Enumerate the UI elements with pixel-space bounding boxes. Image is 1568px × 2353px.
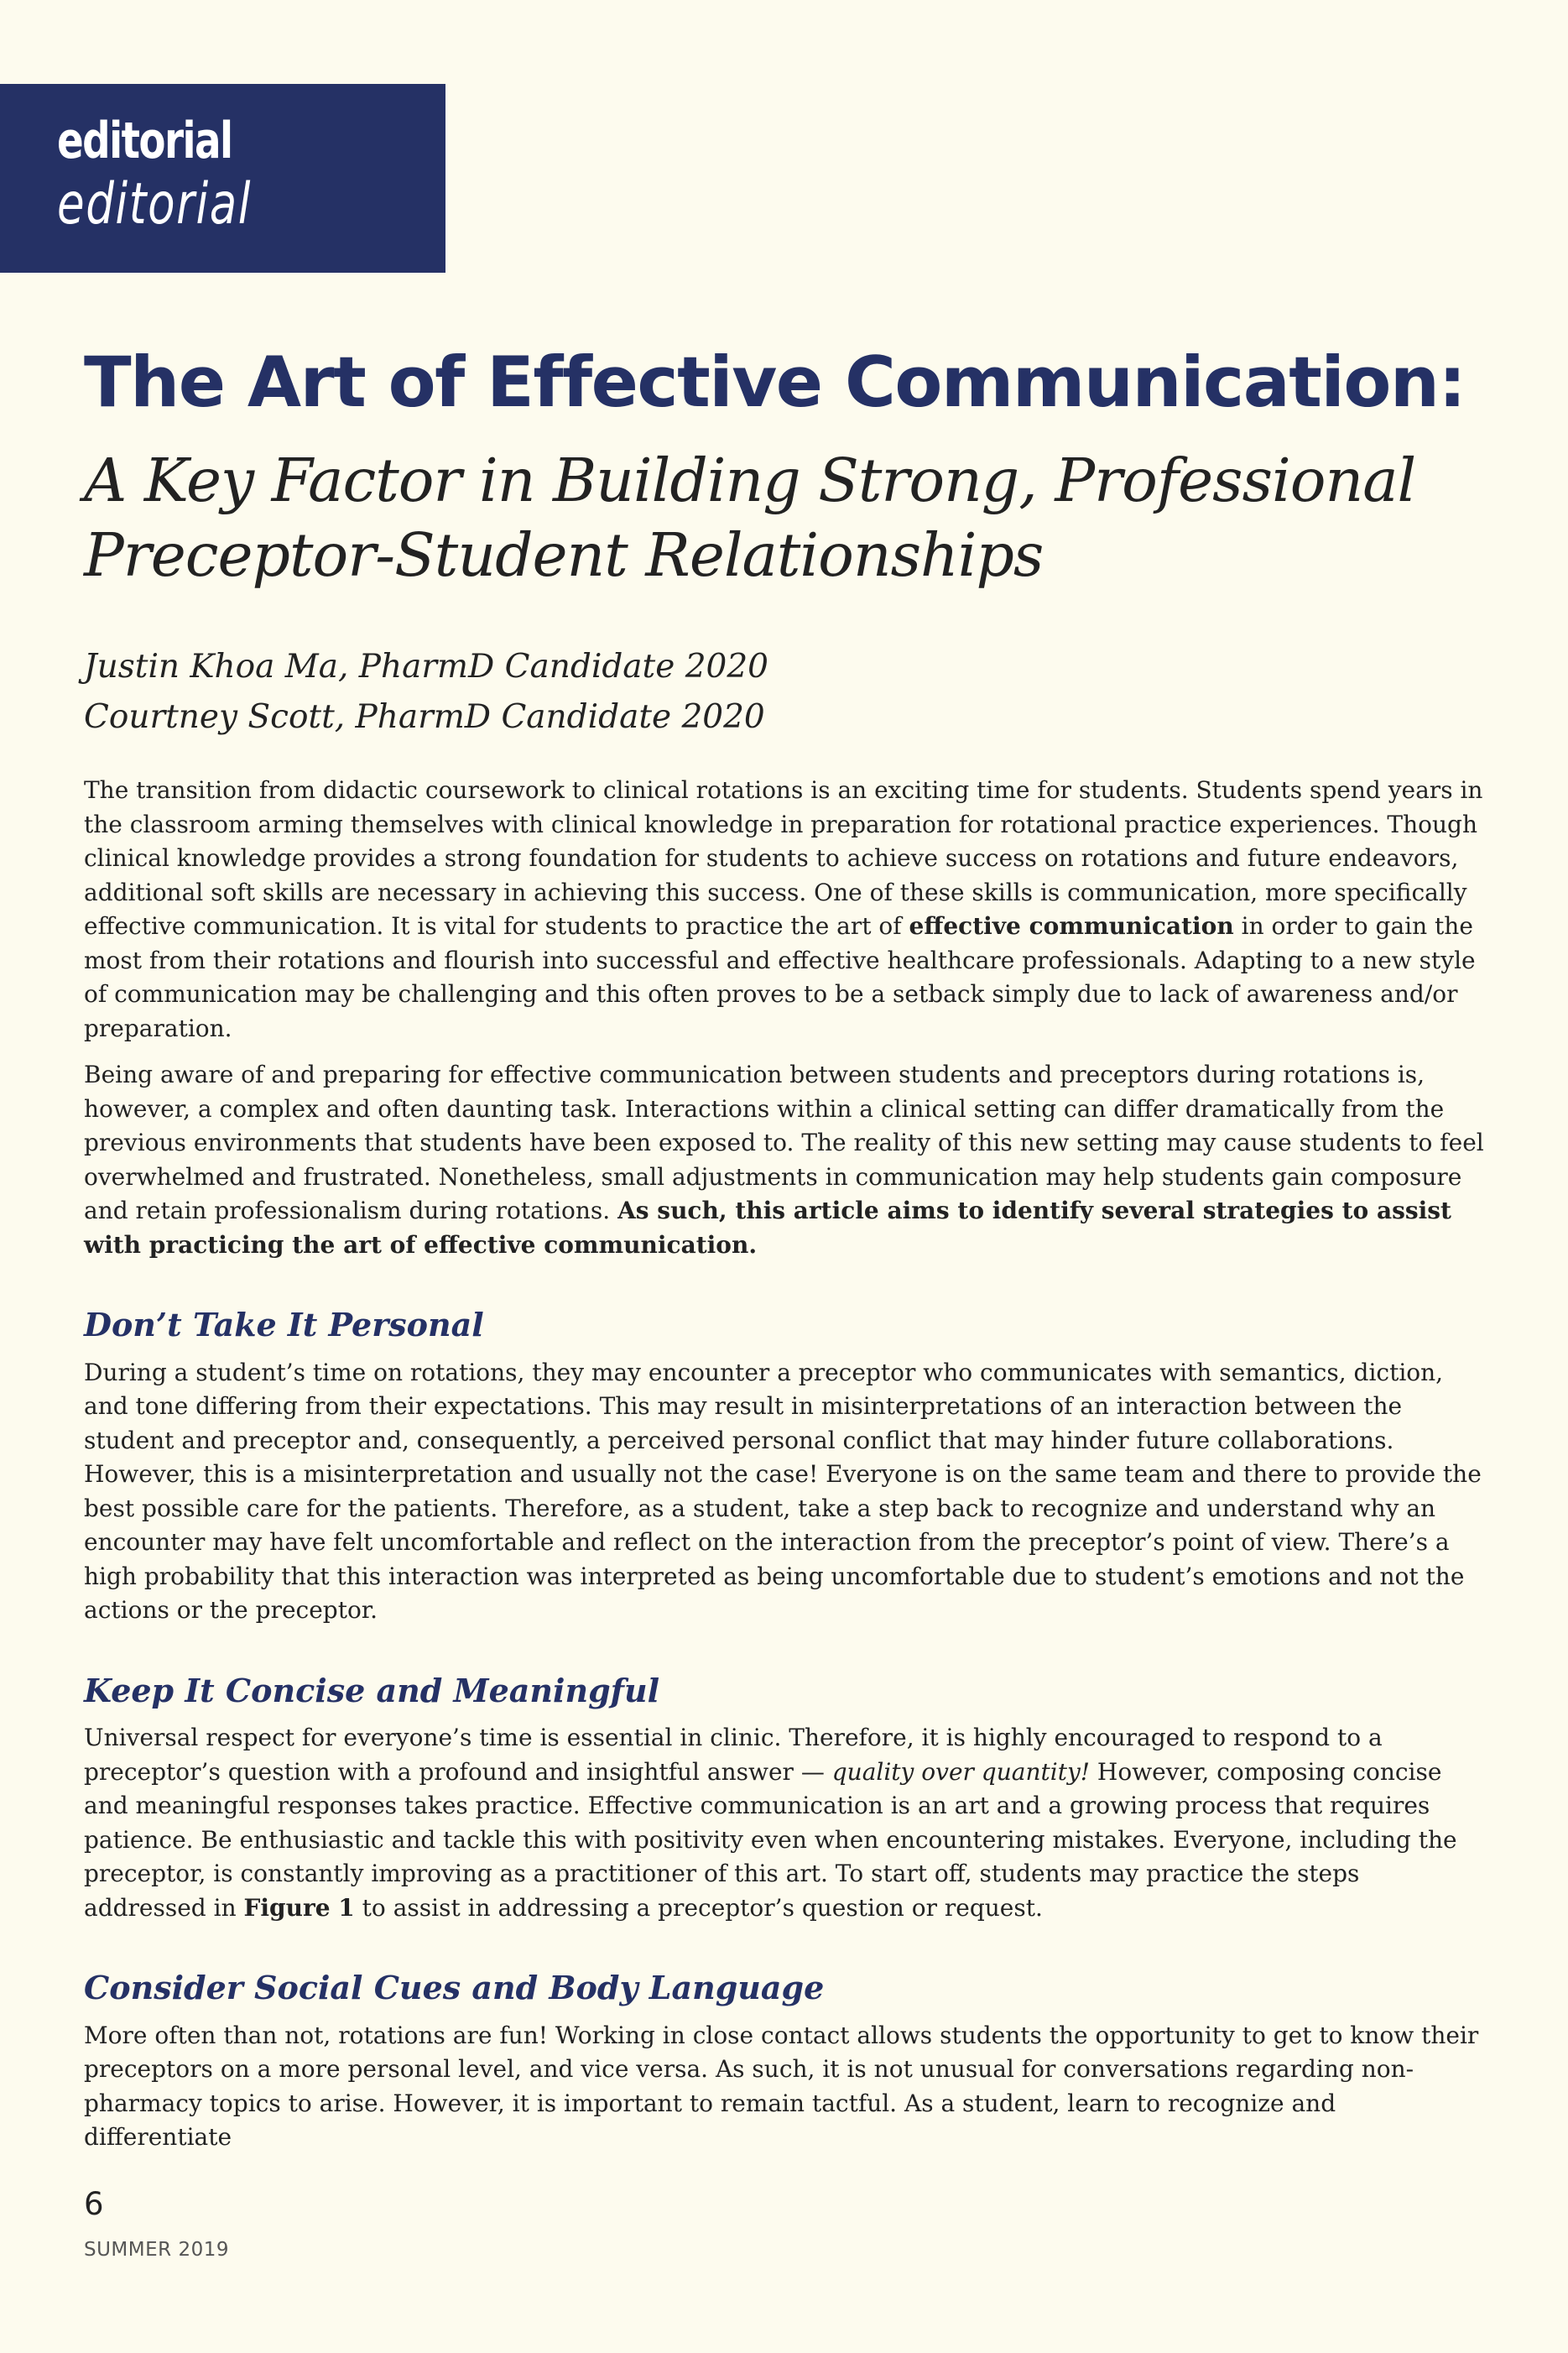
section-heading-social-cues: Consider Social Cues and Body Language xyxy=(84,1969,825,2007)
section-paragraph-personal: During a student’s time on rotations, they may encounter a preceptor who communicates with semantics, diction, and tone differing from their expectations. This may result in misinterpretations of an interaction between the student and preceptor and, consequently, a perceived personal conflict that may hinder future collaborations. However, this is a misinterpretation and usually not the case! Everyone is on the same team and there to provide the best possible care for the patients. Therefore, as a student, take a step back to recognize and understand why an encounter may have felt uncomfortable and reflect on the interaction from the preceptor’s point of view. There’s a high probability that this interaction was interpreted as being uncomfortable due to student’s emotions and not the actions or the preceptor. xyxy=(84,1358,1482,1625)
section-heading-personal: Don’t Take It Personal xyxy=(84,1306,484,1343)
badge-line-italic: editorial xyxy=(57,171,253,237)
section-heading-concise: Keep It Concise and Meaningful xyxy=(84,1671,660,1709)
figure-reference: Figure 1 xyxy=(243,1893,355,1922)
section-paragraph-social-cues: More often than not, rotations are fun! Working in close contact allows students the opportunity to get to know their preceptors on a more personal level, and vice versa. As such, it is not unusual for conversations regarding non-pharmacy topics to arise. However, it is important to remain tactful. As a student, learn to recognize and differentiate xyxy=(84,2021,1479,2152)
emphasis-effective-communication: effective communication xyxy=(909,912,1234,940)
intro-paragraph-1: The transition from didactic coursework to clinical rotations is an exciting time for students. Students spend years in the classroom arming themselves with clinical knowledge in preparation for rotational practice experiences. Though clinical knowledge provides a strong foundation for students to achieve success on rotations and future endeavors, additional soft skills are necessary in achieving this success. One of these skills is communication, more specifically effective communication. It is vital for students to practice the art of effective communication in order to gain the most from their rotations and flourish into successful and effective healthcare professionals. Adapting to a new style of communication may be challenging and this often proves to be a setback simply due to lack of awareness and/or preparation. xyxy=(84,776,1483,1042)
issue-label: SUMMER 2019 xyxy=(84,2239,229,2261)
author-1: Justin Khoa Ma, PharmD Candidate 2020 xyxy=(84,648,768,686)
section-paragraph-concise: Universal respect for everyone’s time is essential in clinic. Therefore, it is highly encouraged to respond to a preceptor’s question with a profound and insightful answer — quality over quantity! However, composing concise and meaningful responses takes practice. Effective communication is an art and a growing process that requires patience. Be enthusiastic and tackle this with positivity even when encountering mistakes. Everyone, including the preceptor, is constantly improving as a practitioner of this art. To start off, students may practice the steps addressed in Figure 1 to assist in addressing a preceptor’s question or request. xyxy=(84,1724,1457,1922)
author-2: Courtney Scott, PharmD Candidate 2020 xyxy=(84,698,765,736)
intro-paragraph-2: Being aware of and preparing for effective communication between students and preceptors during rotations is, however, a complex and often daunting task. Interactions within a clinical setting can differ dramatically from the previous environments that students have been exposed to. The reality of this new setting may cause students to feel overwhelmed and frustrated. Nonetheless, small adjustments in communication may help students gain composure and retain professionalism during rotations. As such, this article aims to identify several strategies to assist with practicing the art of effective communication. xyxy=(84,1061,1484,1259)
author-list xyxy=(84,642,768,743)
article-body xyxy=(84,774,1485,2168)
article-subtitle: A Key Factor in Building Strong, Professional Preceptor-Student Relationships xyxy=(84,446,1416,590)
emphasis-article-aim: As such, this article aims to identify several strategies to assist with practicing the art of effective communication. xyxy=(84,1197,1451,1259)
editorial-badge xyxy=(0,84,445,273)
article-title: The Art of Effective Communication: xyxy=(84,342,1466,423)
badge-line-bold: editorial xyxy=(57,112,232,170)
page-number: 6 xyxy=(84,2186,104,2222)
